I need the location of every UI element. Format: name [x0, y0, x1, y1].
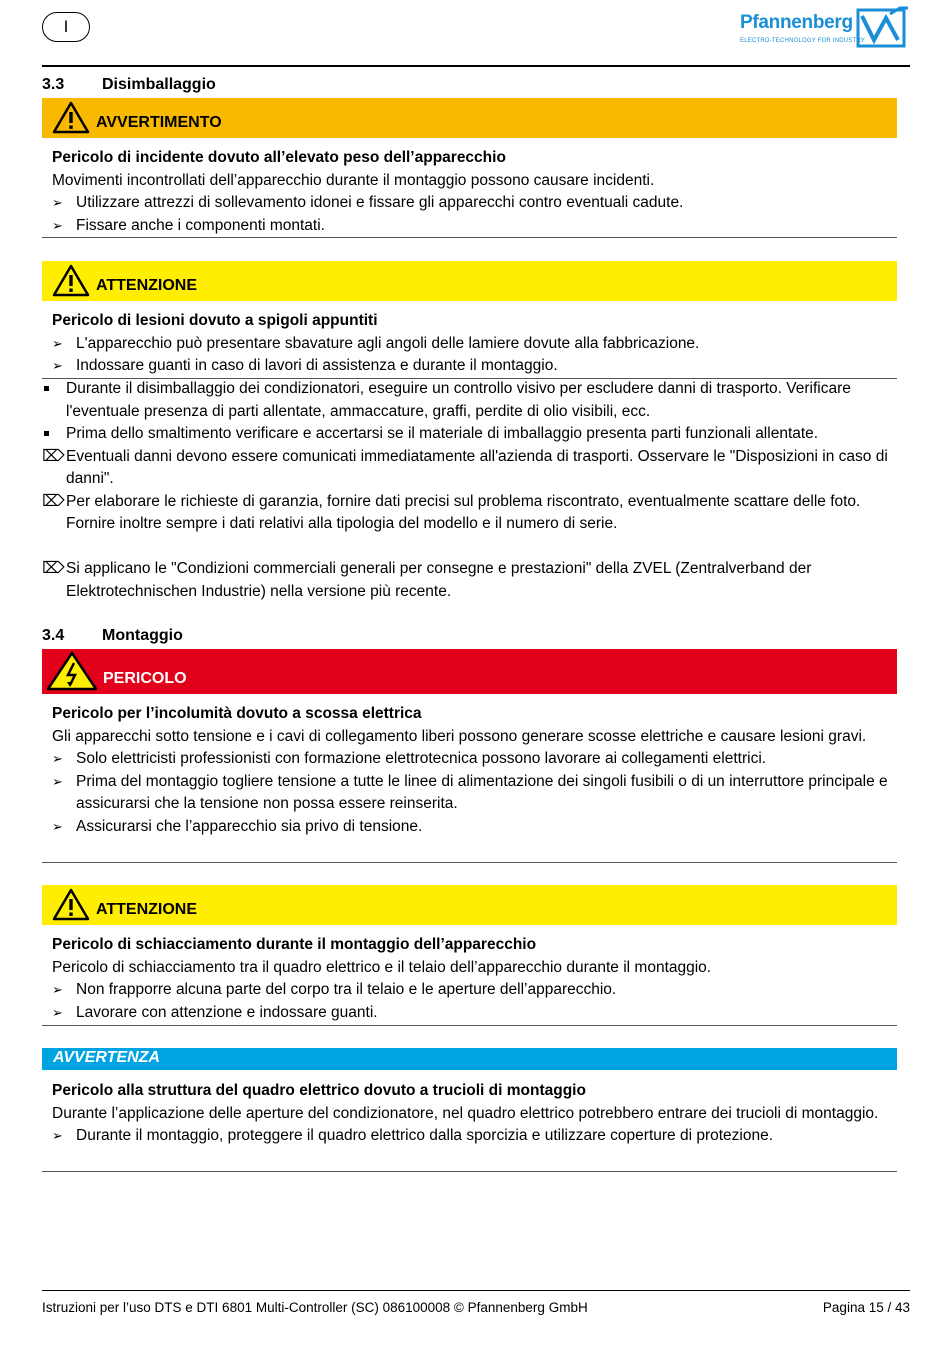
language-badge: I: [42, 12, 90, 42]
warning-heading: Pericolo di incidente dovuto all’elevato peso dell’apparecchio: [52, 149, 506, 166]
list-item: ➢ Fissare anche i componenti montati.: [52, 215, 910, 238]
footer-document-info: Istruzioni per l’uso DTS e DTI 6801 Multi-Controller (SC) 086100008 © Pfannenberg GmbH: [42, 1300, 588, 1315]
section-heading: Disimballaggio: [102, 76, 216, 93]
footer-rule: [42, 1290, 910, 1291]
danger-label: PERICOLO: [103, 669, 187, 687]
page-number: Pagina 15 / 43: [822, 1300, 910, 1315]
notice-label: AVVERTENZA: [53, 1048, 160, 1066]
divider: [42, 237, 897, 238]
notice-content: [52, 1080, 910, 1148]
list-item: ➢ Non frapporre alcuna parte del corpo tra il telaio e le aperture dell’apparecchio.: [52, 979, 910, 1002]
caution-heading: Pericolo di schiacciamento durante il montaggio dell’apparecchio: [52, 936, 537, 953]
bullet-item: Durante il disimballaggio dei condizionatori, eseguire un controllo visivo per escludere danni di trasporto. Verificare l'eventuale presenza di parti allentate, ammaccature, graffi, perdite di olio visibili, ecc.: [42, 378, 912, 423]
danger-heading: Pericolo per l’incolumità dovuto a scossa elettrica: [52, 705, 422, 722]
section-number: 3.4: [42, 627, 65, 644]
warning-triangle-icon: [52, 101, 90, 134]
danger-content: [52, 703, 910, 838]
electric-hazard-icon: [46, 651, 98, 691]
caution-bar: [42, 261, 897, 301]
caution-bar: [42, 885, 897, 925]
notice-bar: [42, 1048, 897, 1070]
note-item: ⌦ Eventuali danni devono essere comunicati immediatamente all'azienda di trasporti. Osservare le "Disposizioni in caso di danni".: [42, 446, 912, 491]
list-item: ➢ Lavorare con attenzione e indossare guanti.: [52, 1002, 910, 1025]
caution-label: ATTENZIONE: [96, 276, 198, 294]
divider: [42, 1025, 897, 1026]
section-title-3-4: [42, 625, 183, 648]
header-rule: [42, 65, 910, 67]
unpacking-instructions: [42, 378, 912, 536]
divider: [42, 1171, 897, 1172]
section-heading: Montaggio: [102, 627, 183, 644]
list-item: ➢ Utilizzare attrezzi di sollevamento idonei e fissare gli apparecchi contro eventuali cadute.: [52, 192, 910, 215]
danger-text: Gli apparecchi sotto tensione e i cavi di collegamento liberi possono generare scosse elettriche e causare lesioni gravi.: [52, 727, 867, 745]
pfannenberg-logo: [740, 6, 910, 50]
warning-triangle-icon: [52, 888, 90, 921]
note-item: ⌦ Per elaborare le richieste di garanzia, fornire dati precisi sul problema riscontrato, eventualmente scattare delle foto. Fornire inoltre sempre i dati relativi alla tipologia del modello e il numero di serie.: [42, 491, 912, 536]
warning-text: Movimenti incontrollati dell’apparecchio durante il montaggio possono causare incidenti.: [52, 171, 655, 189]
section-title-3-3: [42, 74, 216, 97]
list-item: ➢ Indossare guanti in caso di lavori di assistenza e durante il montaggio.: [52, 355, 910, 378]
caution-content: [52, 934, 910, 1024]
note-item: ⌦ Si applicano le "Condizioni commerciali generali per consegne e prestazioni" della ZVEL (Zentralverband der Elektrotechnischen Industrie) nella versione più recente.: [42, 558, 912, 603]
caution-heading: Pericolo di lesioni dovuto a spigoli appuntiti: [52, 312, 378, 329]
caution-content: [52, 310, 910, 378]
section-number: 3.3: [42, 76, 65, 93]
list-item: ➢ Solo elettricisti professionisti con formazione elettrotecnica possono lavorare ai collegamenti elettrici.: [52, 748, 910, 771]
logo-tagline: ELECTRO-TECHNOLOGY FOR INDUSTRY: [740, 38, 865, 44]
conditions-note: [42, 558, 912, 603]
logo-mark-icon: [856, 6, 910, 48]
bullet-item: Prima dello smaltimento verificare e accertarsi se il materiale di imballaggio presenta parti funzionali allentate.: [42, 423, 912, 446]
caution-label: ATTENZIONE: [96, 900, 198, 918]
warning-triangle-icon: [52, 264, 90, 297]
list-item: ➢ Assicurarsi che l’apparecchio sia privo di tensione.: [52, 816, 910, 839]
logo-name: Pfannenberg: [740, 12, 853, 33]
list-item: ➢ Durante il montaggio, proteggere il quadro elettrico dalla sporcizia e utilizzare coperture di protezione.: [52, 1125, 910, 1148]
list-item: ➢ Prima del montaggio togliere tensione a tutte le linee di alimentazione dei singoli fusibili o di un interruttore principale e assicurarsi che la tensione non possa essere reinserita.: [52, 771, 910, 816]
warning-label: AVVERTIMENTO: [96, 113, 222, 131]
divider: [42, 862, 897, 863]
caution-text: Pericolo di schiacciamento tra il quadro elettrico e il telaio dell’apparecchio durante il montaggio.: [52, 958, 712, 976]
list-item: ➢ L'apparecchio può presentare sbavature agli angoli delle lamiere dovute alla fabbricazione.: [52, 333, 910, 356]
notice-heading: Pericolo alla struttura del quadro elettrico dovuto a trucioli di montaggio: [52, 1082, 586, 1099]
warning-content: [52, 147, 910, 237]
danger-bar: [42, 649, 897, 694]
notice-text: Durante l’applicazione delle aperture del condizionatore, nel quadro elettrico potrebbero entrare dei trucioli di montaggio.: [52, 1104, 879, 1122]
warning-bar: [42, 98, 897, 138]
